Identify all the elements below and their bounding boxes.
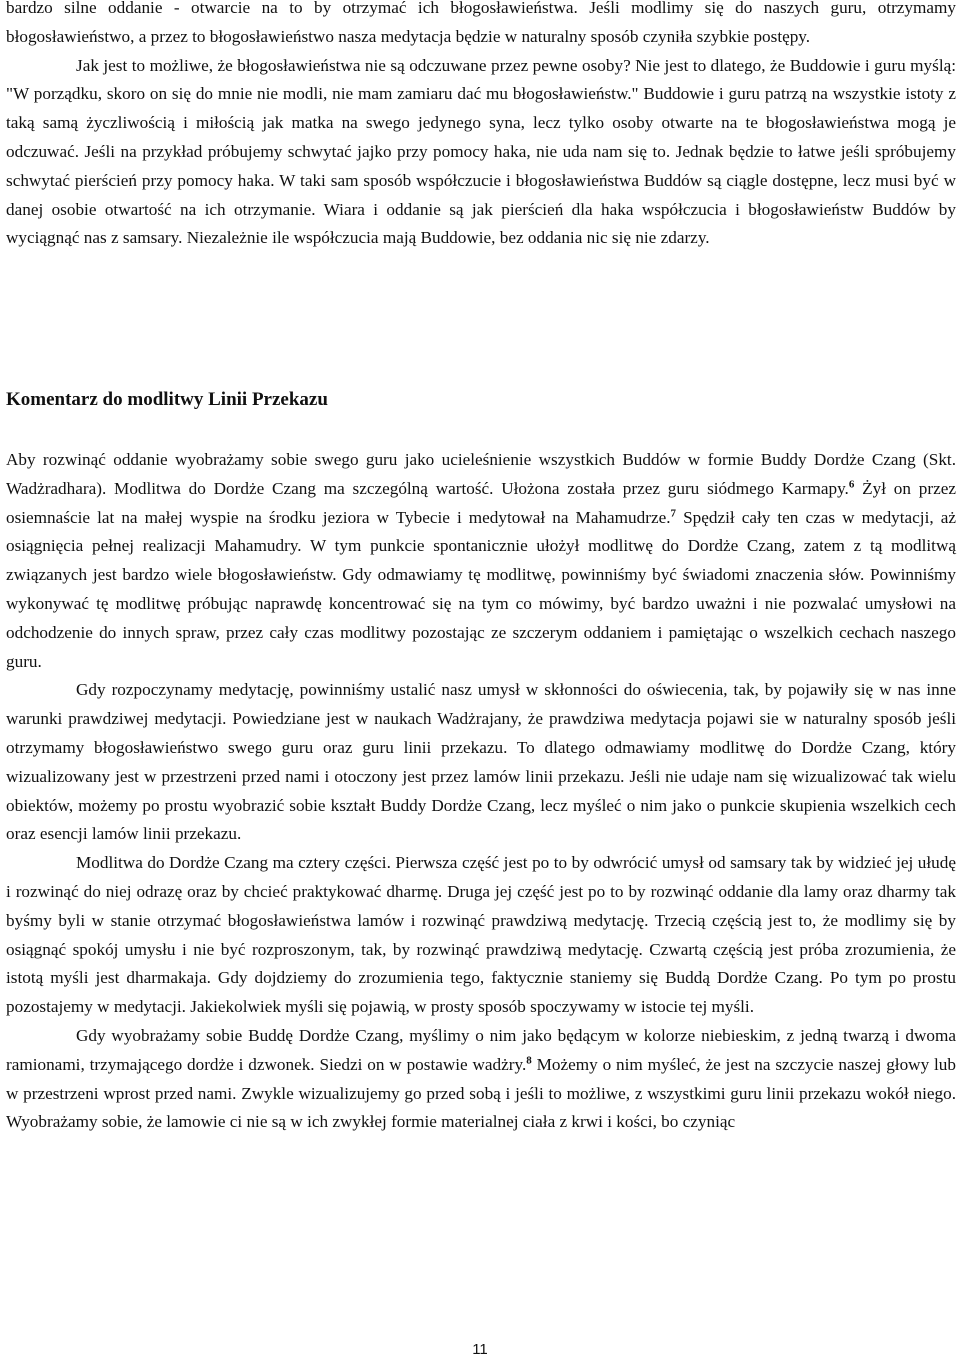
footnote-ref[interactable]: 8 [526,1054,532,1066]
paragraph-text: Gdy wyobrażamy sobie Buddę Dordże Czang, myślimy o nim jako będącym w kolorze niebieskim, z jedną twarzą i dwoma ramionami, trzymającego dordże i dzwonek. Siedzi on w postawie wadżry. [6,1025,956,1074]
paragraph [6,52,956,254]
paragraph [6,1022,956,1137]
paragraph [6,446,956,676]
paragraph-text: Modlitwa do Dordże Czang ma cztery części. Pierwsza część jest po to by odwrócić umysł od samsary tak by widzieć jej ułudę i rozwinąć do niej odrazę oraz by chcieć praktykować dharmę. Druga jej część jest po to by rozwinąć oddanie dla lamy oraz dharmy tak byśmy byli w stanie otrzymać błogosławieństwa lamów i rozwinąć prawdziwą medytację. Trzecią częścią jest to, że modlimy się by osiągnąć spokój umysłu i nie być rozproszonym, tak, by rozwinąć prawdziwą medytację. Czwartą częścią jest próba zrozumienia, że istotą myśli jest dharmakaja. Gdy dojdziemy do zrozumienia tego, faktycznie staniemy się Buddą Dordże Czang. Po tym po prostu pozostajemy w medytacji. Jakiekolwiek myśli się pojawią, w prosty sposób spoczywamy w istocie tej myśli. [6,853,956,1017]
paragraph-text: Gdy rozpoczynamy medytację, powinniśmy ustalić nasz umysł w skłonności do oświecenia, tak, by pojawiły się w nas inne warunki prawdziwej medytacji. Powiedziane jest w naukach Wadżrajany, że prawdziwa medytacja pojawi sie w naturalny sposób jeśli otrzymamy błogosławieństwo swego guru oraz guru linii przekazu. To dlatego odmawiamy modlitwę do Dordże Czang, który wizualizowany jest w przestrzeni przed nami i otoczony jest przez lamów linii przekazu. Jeśli nie udaje nam się wizualizować tak wielu obiektów, możemy po prostu wyobrazić sobie kształt Buddy Dordże Czang, lecz myśleć o nim jako o punkcie skupienia wszelkich cech oraz esencji lamów linii przekazu. [6,680,956,844]
paragraph-text: Spędził cały ten czas w medytacji, aż osiągnięcia pełnej realizacji Mahamudry. W tym punkcie spontanicznie ułożył modlitwę do Dordże Czang, zatem z tą modlitwą związanych jest bardzo wiele błogosławieństw. Gdy odmawiamy tę modlitwę, powinniśmy być świadomi znaczenia słów. Powinniśmy wykonywać tę modlitwę próbując naprawdę koncentrować się na tym co mówimy, być bardzo uważni i nie pozwalać umysłowi na odchodzenie do innych spraw, przez cały czas modlitwy pozostając ze szczerym oddaniem i pamiętając o wszelkich cechach naszego guru. [6,507,956,671]
footnote-ref[interactable]: 7 [670,506,677,519]
intro-text [6,0,956,253]
paragraph-text: Żył on przez osiemnaście lat na małej wyspie na środku jeziora w Tybecie i medytował na Mahamudrze. [6,478,956,527]
section-heading: Komentarz do modlitwy Linii Przekazu [6,389,328,410]
page-number: 11 [472,1341,488,1358]
paragraph-text: Aby rozwinąć oddanie wyobrażamy sobie swego guru jako ucieleśnienie wszystkich Buddów w formie Buddy Dordże Czang (Skt. Wadżradhara). Modlitwa do Dordże Czang ma szczególną wartość. Ułożona została przez guru siódmego Karmapy. [6,450,956,498]
paragraph [6,676,956,849]
paragraph-text: Możemy o nim myśleć, że jest na szczycie naszej głowy lub w przestrzeni wprost przed nami. Zwykle wizualizujemy go przed sobą i jeśli to możliwe, z wszystkimi guru linii przekazu wokół niego. Wyobrażamy sobie, że lamowie ci nie są w ich zwykłej formie materialnej ciała z krwi i kości, bo czyniąc [6,1054,956,1132]
section-body [6,446,956,1137]
paragraph-text: Jak jest to możliwe, że błogosławieństwa nie są odczuwane przez pewne osoby? Nie jest to dlatego, że Buddowie i guru myślą: "W porządku, skoro on się do mnie nie modli, nie mam zamiaru dać mu błogosławieństw." Buddowie i guru patrzą na wszystkie istoty z taką samą życzliwością i miłością jak matka na swego jedynego syna, lecz tylko osoby otwarte na te błogosławieństwa mogą je odczuwać. Jeśli na przykład próbujemy schwytać jajko przy pomocy haka, nie uda nam się to. Jednak będzie to łatwe jeśli spróbujemy schwytać pierścień przy pomocy haka. W taki sam sposób współczucie i błogosławieństwa Buddów są ciągle dostępne, lecz musi być w danej osobie otwartość na ich otrzymanie. Wiara i oddanie są jak pierścień dla haka współczucia i błogosławieństw Buddów by wyciągnąć nas z samsary. Niezależnie ile współczucia mają Buddowie, bez oddania nic się nie zdarzy. [6,55,956,248]
paragraph [6,849,956,1022]
footnote-ref[interactable]: 6 [848,478,855,491]
paragraph-continuation: bardzo silne oddanie - otwarcie na to by otrzymać ich błogosławieństwa. Jeśli modlimy się do naszych guru, otrzymamy błogosławieństwo, a przez to błogosławieństwo nasza medytacja będzie w naturalny sposób czyniła szybkie postępy. [6,0,956,46]
